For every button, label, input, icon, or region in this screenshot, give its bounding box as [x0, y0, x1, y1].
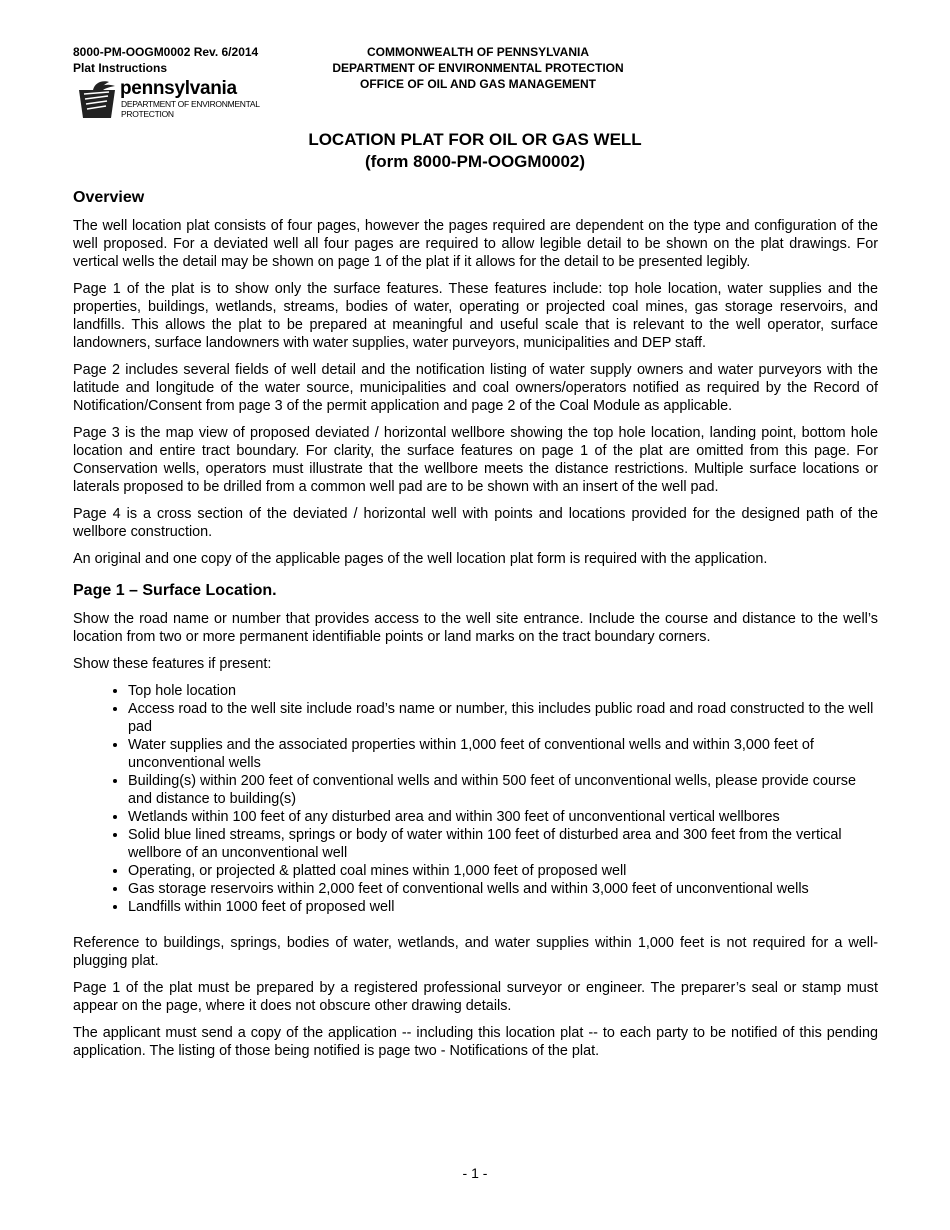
- pa-dep-logo: [75, 78, 275, 120]
- overview-paragraph: Page 1 of the plat is to show only the surface features. These features include: top hole location, water supplies and the properties, buildings, wetlands, streams, bodies of water, operating or projected coal mines, gas storage reservoirs, and landfills. This allows the plat to be prepared at meaningful and useful scale that is relevant to the well operator, surface landowners, surface landowners with water supplies, water purveyors, municipalities and DEP staff.: [73, 281, 878, 351]
- document-body: [73, 188, 878, 1069]
- agency-line-3: OFFICE OF OIL AND GAS MANAGEMENT: [360, 77, 596, 91]
- overview-heading: Overview: [73, 189, 145, 206]
- overview-paragraph: An original and one copy of the applicable pages of the well location plat form is required with the application.: [73, 551, 768, 567]
- list-item: • Solid blue lined streams, springs or body of water within 100 feet of disturbed area and 300 feet from the vertical wellbore of an unconventional well: [128, 826, 878, 862]
- closing-paragraph: Reference to buildings, springs, bodies of water, wetlands, and water supplies within 1,000 feet is not required for a well-plugging plat.: [73, 935, 878, 969]
- form-number: 8000-PM-OOGM0002 Rev. 6/2014: [73, 45, 259, 59]
- logo-wordmark: pennsylvania: [120, 78, 237, 99]
- form-identifier: [73, 44, 258, 76]
- logo-department: DEPARTMENT OF ENVIRONMENTAL PROTECTION: [121, 99, 260, 119]
- page-number: - 1 -: [462, 1165, 488, 1181]
- title-line-2: (form 8000-PM-OOGM0002): [364, 152, 586, 171]
- list-item: • Building(s) within 200 feet of conventional wells and within 500 feet of unconventional wells, please provide course and distance to building(s): [128, 772, 878, 808]
- features-list: [73, 682, 878, 916]
- overview-paragraph: The well location plat consists of four pages, however the pages required are dependent on the type and configuration of the well proposed. For a deviated well all four pages are required to allow legible detail to be shown on the plat drawings. For vertical wells the detail may be shown on page 1 of the plat if it allows for the detail to be presented legibly.: [73, 218, 878, 270]
- title-line-1: LOCATION PLAT FOR OIL OR GAS WELL: [308, 130, 642, 149]
- agency-line-1: COMMONWEALTH OF PENNSYLVANIA: [367, 45, 589, 59]
- list-item: • Gas storage reservoirs within 2,000 feet of conventional wells and within 3,000 feet of unconventional wells: [128, 880, 878, 898]
- page1-intro: Show the road name or number that provides access to the well site entrance. Include the course and distance to the well’s location from two or more permanent identifiable points or land marks on the tract boundary corners.: [73, 611, 878, 645]
- list-item: • Operating, or projected & platted coal mines within 1,000 feet of proposed well: [128, 862, 878, 880]
- features-intro: Show these features if present:: [73, 656, 272, 672]
- overview-paragraph: Page 2 includes several fields of well detail and the notification listing of water supply owners and water purveyors with the latitude and longitude of the water source, municipalities and coal owners/operators notified as required by the Record of Notification/Consent from page 3 of the permit application and page 2 of the Coal Module as applicable.: [73, 362, 878, 414]
- list-item: • Wetlands within 100 feet of any disturbed area and within 300 feet of unconventional vertical wellbores: [128, 808, 878, 826]
- closing-paragraph: Page 1 of the plat must be prepared by a registered professional surveyor or engineer. The preparer’s seal or stamp must appear on the page, where it does not obscure other drawing details.: [73, 980, 878, 1014]
- list-item: • Water supplies and the associated properties within 1,000 feet of conventional wells and within 3,000 feet of unconventional wells: [128, 736, 878, 772]
- agency-header: [300, 44, 656, 92]
- document-title: [0, 129, 950, 173]
- agency-line-2: DEPARTMENT OF ENVIRONMENTAL PROTECTION: [332, 61, 624, 75]
- keystone-icon: [75, 78, 117, 118]
- document-type: Plat Instructions: [73, 61, 168, 75]
- closing-paragraph: The applicant must send a copy of the application -- including this location plat -- to each party to be notified of this pending application. The listing of those being notified is page two - Notifications of the plat.: [73, 1025, 878, 1059]
- overview-paragraph: Page 3 is the map view of proposed deviated / horizontal wellbore showing the top hole location, landing point, bottom hole location and entire tract boundary. For clarity, the surface features on page 1 of the plat are omitted from this page. For Conservation wells, operators must illustrate that the wellbore meets the distance restrictions. Multiple surface locations or laterals proposed to be drilled from a common well pad are to be shown with an insert of the well pad.: [73, 425, 878, 495]
- list-item: • Top hole location: [128, 682, 878, 700]
- list-item: • Access road to the well site include road’s name or number, this includes public road and road constructed to the well pad: [128, 700, 878, 736]
- page1-heading: Page 1 – Surface Location.: [73, 582, 277, 599]
- overview-paragraph: Page 4 is a cross section of the deviated / horizontal well with points and locations provided for the designed path of the wellbore construction.: [73, 506, 878, 540]
- list-item: • Landfills within 1000 feet of proposed well: [128, 898, 878, 916]
